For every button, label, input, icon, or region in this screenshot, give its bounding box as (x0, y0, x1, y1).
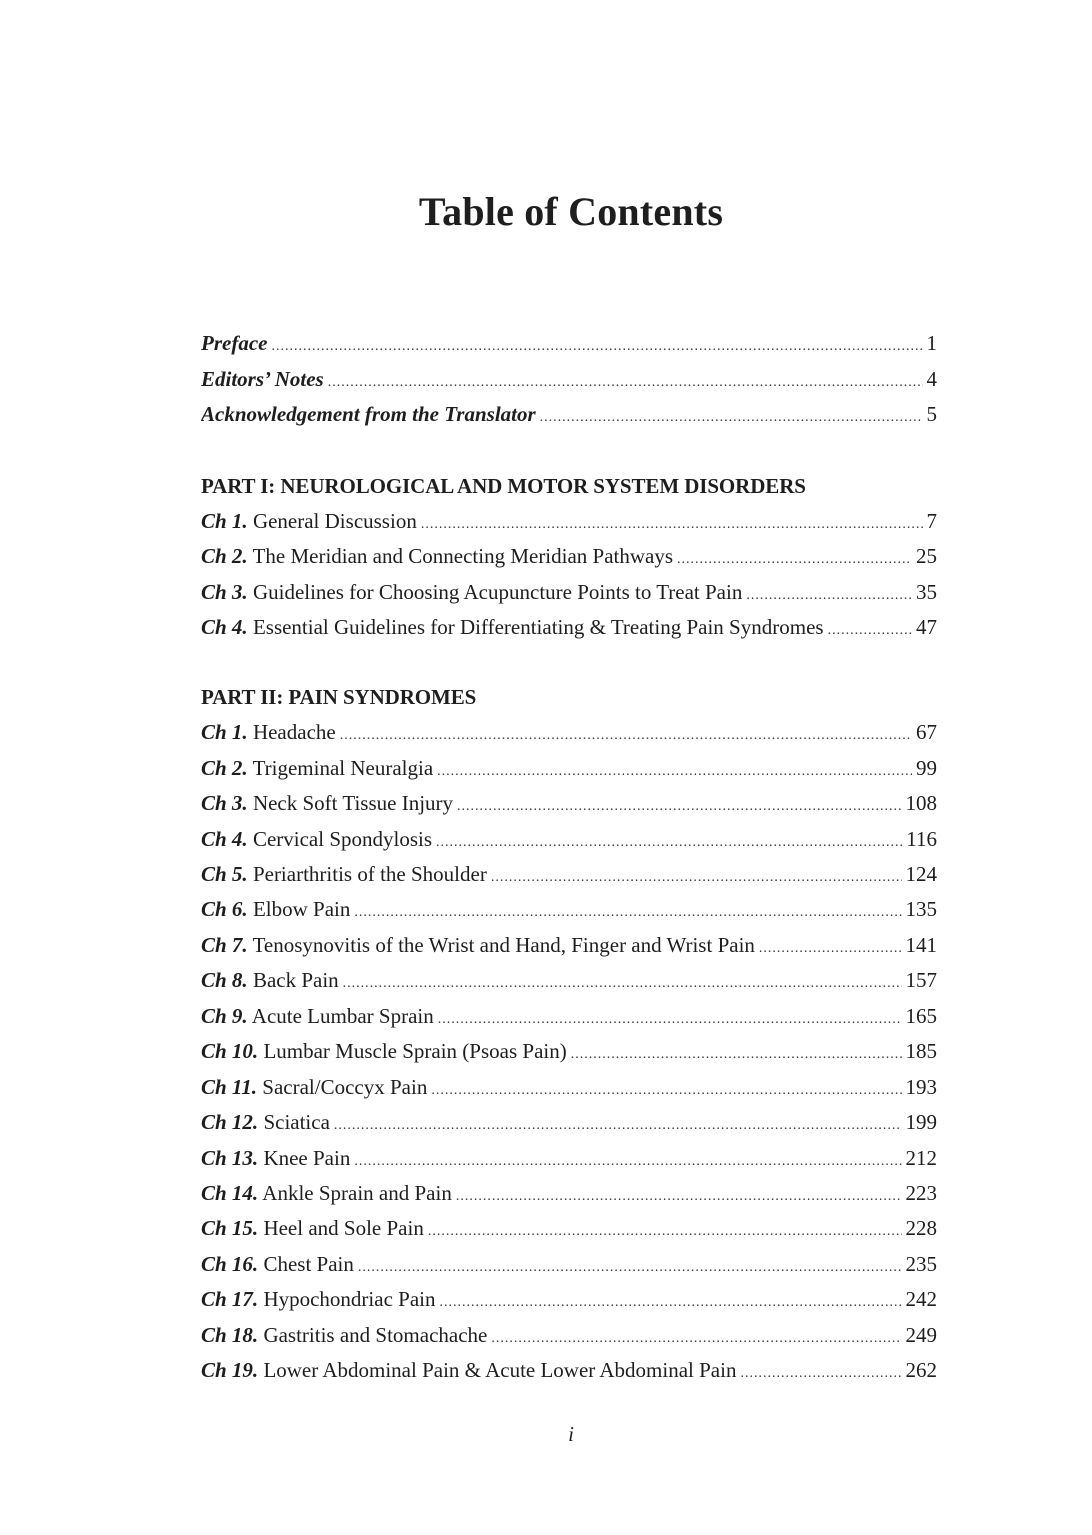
entry-title-group (201, 1247, 354, 1282)
chapter-label: Ch 14. (201, 1180, 259, 1205)
toc-entry-chapter[interactable] (201, 1353, 937, 1388)
dot-leader (491, 860, 902, 892)
entry-title-group (201, 1105, 330, 1140)
toc-entry-chapter[interactable] (201, 1282, 937, 1317)
page-number: 7 (926, 509, 937, 533)
toc-entry-chapter[interactable] (201, 1176, 937, 1211)
toc-entry-chapter[interactable] (201, 1318, 937, 1353)
chapter-label: Ch 6. (201, 897, 248, 922)
chapter-label: Ch 12. (201, 1110, 259, 1135)
chapter-label: Ch 1. (201, 720, 248, 745)
page-number: 212 (905, 1145, 937, 1170)
chapter-label: Ch 16. (201, 1251, 259, 1276)
chapter-title: Ankle Sprain and Pain (262, 1180, 452, 1205)
chapter-title: Lumbar Muscle Sprain (Psoas Pain) (263, 1039, 567, 1064)
dot-leader (428, 1214, 902, 1246)
toc-entry-acknowledgement[interactable] (201, 397, 937, 433)
toc-entry-chapter[interactable] (201, 1034, 937, 1069)
page-number: 1 (926, 331, 937, 355)
dot-leader (436, 825, 902, 857)
page-number: 47 (916, 615, 937, 640)
chapter-title: Headache (252, 720, 336, 745)
page-number: 235 (905, 1251, 937, 1276)
page-number: 199 (905, 1110, 937, 1135)
entry-title: Acknowledgement from the Translator (201, 402, 536, 426)
page-number: 249 (905, 1322, 937, 1347)
entry-title: Editors’ Notes (201, 366, 324, 391)
chapter-title: The Meridian and Connecting Meridian Pathways (252, 544, 674, 569)
toc-entry-chapter[interactable] (201, 1211, 937, 1246)
chapter-label: Ch 4. (201, 615, 248, 640)
page-number: 124 (905, 862, 937, 886)
toc-entry-chapter[interactable] (201, 751, 937, 786)
page-number: 135 (905, 897, 937, 922)
part-heading: PART II: PAIN SYNDROMES (201, 684, 477, 709)
dot-leader (571, 1037, 902, 1069)
dot-leader (340, 718, 912, 750)
toc-entry-chapter[interactable] (201, 963, 937, 998)
entry-title-group (201, 539, 673, 574)
dot-leader (421, 507, 923, 539)
toc-entry-chapter[interactable] (201, 999, 937, 1034)
chapter-label: Ch 15. (201, 1216, 259, 1241)
entry-title-group (201, 751, 433, 786)
entry-title-group (201, 1353, 736, 1388)
chapter-title: Elbow Pain (252, 897, 351, 922)
dot-leader (358, 1250, 902, 1282)
chapter-label: Ch 1. (201, 509, 248, 533)
chapter-title: Trigeminal Neuralgia (252, 755, 434, 780)
chapter-title: Acute Lumbar Sprain (251, 1003, 434, 1028)
table-of-contents (201, 326, 937, 1389)
page-number: 35 (916, 579, 937, 604)
entry-title-group (201, 1318, 487, 1353)
chapter-title: Gastritis and Stomachache (263, 1322, 488, 1347)
dot-leader (828, 613, 912, 645)
dot-leader (431, 1073, 901, 1105)
entry-title: Preface (201, 331, 268, 355)
dot-leader (746, 578, 912, 610)
page-number: 193 (905, 1074, 937, 1099)
page-number: 242 (905, 1287, 937, 1312)
toc-entry-chapter[interactable] (201, 857, 937, 892)
page-number: 99 (916, 755, 937, 780)
page-number: 141 (905, 932, 937, 957)
dot-leader (740, 1356, 901, 1388)
page-number: 223 (905, 1180, 937, 1205)
chapter-label: Ch 5. (201, 862, 248, 886)
toc-entry-preface[interactable] (201, 326, 937, 362)
chapter-title: Lower Abdominal Pain & Acute Lower Abdominal Pain (263, 1358, 737, 1383)
chapter-list (201, 715, 937, 1388)
chapter-label: Ch 2. (201, 544, 248, 569)
dot-leader (677, 542, 912, 574)
toc-entry-chapter[interactable] (201, 822, 937, 857)
chapter-label: Ch 9. (201, 1003, 248, 1028)
toc-entry-chapter[interactable] (201, 575, 937, 610)
entry-title-group (201, 963, 339, 998)
entry-title-group (201, 715, 336, 750)
page-number: 228 (905, 1216, 937, 1241)
toc-entry-chapter[interactable] (201, 928, 937, 963)
dot-leader (438, 1002, 902, 1034)
page-number: 4 (926, 366, 937, 391)
chapter-label: Ch 3. (201, 579, 248, 604)
dot-leader (457, 789, 901, 821)
dot-leader (328, 365, 923, 398)
chapter-title: Hypochondriac Pain (263, 1287, 436, 1312)
dot-leader (437, 754, 912, 786)
chapter-title: Guidelines for Choosing Acupuncture Points to Treat Pain (252, 579, 743, 604)
entry-title-group (201, 610, 824, 645)
chapter-title: Sciatica (263, 1110, 330, 1135)
toc-entry-chapter[interactable] (201, 786, 937, 821)
dot-leader (354, 1144, 901, 1176)
chapter-label: Ch 4. (201, 826, 248, 851)
page-number: 25 (916, 544, 937, 569)
dot-leader (271, 329, 922, 362)
page-folio: i (568, 1422, 574, 1446)
page-number: 185 (905, 1039, 937, 1064)
entry-title-group (201, 1282, 435, 1317)
entry-title-group (201, 1176, 452, 1211)
chapter-title: Cervical Spondylosis (252, 826, 433, 851)
entry-title-group (201, 928, 755, 963)
chapter-title: Back Pain (252, 968, 339, 993)
front-matter-list (201, 326, 937, 433)
chapter-label: Ch 13. (201, 1145, 259, 1170)
dot-leader (491, 1321, 901, 1353)
entry-title-group (201, 1070, 427, 1105)
chapter-label: Ch 3. (201, 791, 248, 816)
part-heading: PART I: NEUROLOGICAL AND MOTOR SYSTEM DISORDERS (201, 473, 806, 498)
page-number: 262 (905, 1358, 937, 1383)
entry-title-group (201, 1034, 567, 1069)
dot-leader (334, 1108, 902, 1140)
toc-entry-chapter[interactable] (201, 715, 937, 750)
part-2-section (201, 680, 937, 1389)
chapter-title: Heel and Sole Pain (263, 1216, 424, 1241)
page-number: 157 (905, 968, 937, 993)
page-number: 116 (906, 826, 937, 851)
chapter-title: Neck Soft Tissue Injury (252, 791, 454, 816)
entry-title-group (201, 1211, 424, 1246)
chapter-title: Periarthritis of the Shoulder (252, 862, 487, 886)
toc-entry-chapter[interactable] (201, 1070, 937, 1105)
page-title: Table of Contents (418, 189, 724, 234)
chapter-label: Ch 10. (201, 1039, 259, 1064)
chapter-label: Ch 19. (201, 1358, 259, 1383)
chapter-title: Chest Pain (263, 1251, 354, 1276)
entry-title-group (201, 822, 432, 857)
entry-title-group (201, 999, 434, 1034)
chapter-title: Knee Pain (263, 1145, 351, 1170)
chapter-list (201, 504, 937, 646)
dot-leader (759, 931, 902, 963)
entry-title-group (201, 892, 350, 927)
chapter-title: Essential Guidelines for Differentiating & Treating Pain Syndromes (252, 615, 824, 640)
dot-leader (343, 966, 902, 998)
toc-entry-chapter[interactable] (201, 1105, 937, 1140)
entry-title-group (201, 575, 742, 610)
toc-entry-editors-notes[interactable] (201, 362, 937, 398)
toc-entry-chapter[interactable] (201, 504, 937, 539)
chapter-title: Tenosynovitis of the Wrist and Hand, Finger and Wrist Pain (252, 932, 755, 957)
chapter-title: Sacral/Coccyx Pain (262, 1074, 428, 1099)
entry-title-group (201, 1141, 350, 1176)
entry-title-group (201, 504, 417, 539)
chapter-label: Ch 7. (201, 932, 248, 957)
chapter-title: General Discussion (252, 509, 417, 533)
toc-entry-chapter[interactable] (201, 892, 937, 927)
toc-entry-chapter[interactable] (201, 1247, 937, 1282)
toc-entry-chapter[interactable] (201, 1141, 937, 1176)
chapter-label: Ch 17. (201, 1287, 259, 1312)
part-1-section (201, 469, 937, 646)
page-number: 67 (916, 720, 937, 745)
page-number: 108 (905, 791, 937, 816)
dot-leader (354, 895, 901, 927)
page-number: 165 (905, 1003, 937, 1028)
dot-leader (439, 1285, 901, 1317)
entry-title-group (201, 857, 487, 892)
toc-entry-chapter[interactable] (201, 539, 937, 574)
chapter-label: Ch 18. (201, 1322, 259, 1347)
chapter-label: Ch 11. (201, 1074, 258, 1099)
page-number: 5 (926, 402, 937, 426)
chapter-label: Ch 2. (201, 755, 248, 780)
dot-leader (540, 400, 923, 433)
dot-leader (456, 1179, 902, 1211)
entry-title-group (201, 786, 453, 821)
chapter-label: Ch 8. (201, 968, 248, 993)
toc-entry-chapter[interactable] (201, 610, 937, 645)
